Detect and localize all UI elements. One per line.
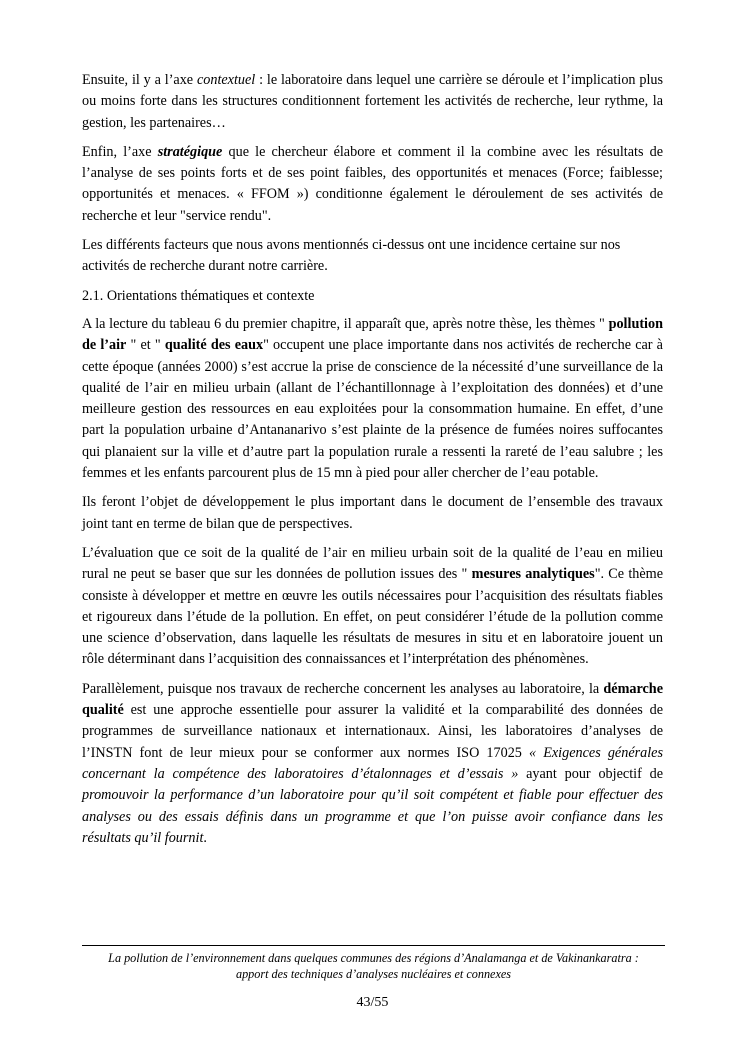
paragraph-development bbox=[82, 492, 663, 535]
text-run: ". Ce thème consiste à développer et mettre en œuvre les outils nécessaires pour l’acquisition des résultats fiables et rigoureux dans l’étude de la pollution. En effet, on peut considérer l’étude de la pollution comme une science d’observation, dans laquelle les résultats de mesures in situ et en laboratoire jouent un rôle déterminant dans l’acquisition des connaissances et l’interprétation des phénomènes. bbox=[82, 566, 664, 668]
bold-term: qualité des eaux bbox=[164, 337, 264, 354]
text-run: : le laboratoire dans lequel une carrière se déroule et l’implication plus ou moins forte dans les structures conditionnent fortement les activités de recherche, leur rythme, la gestion, les partenaires… bbox=[82, 72, 663, 131]
italic-text: promouvoir la performance d’un laboratoire pour qu’il soit compétent et fiable pour effectuer des analyses ou des essais définis dans un programme et que l’on puisse avoir confiance dans les résultats qu’il fournit bbox=[82, 787, 663, 846]
bold-term: pollution de l’air bbox=[82, 315, 663, 354]
footer-title bbox=[82, 950, 665, 982]
bold-term: démarche qualité bbox=[82, 680, 663, 719]
paragraph-analytical-measures bbox=[82, 543, 663, 671]
text-run: L’évaluation que ce soit de la qualité de l’air en milieu urbain soit de la qualité de l’eau en milieu rural ne peut se baser que sur les données de pollution issues des " bbox=[82, 544, 663, 583]
text-run: " occupent une place importante dans nos activités de recherche car à cette époque (années 2000) s’est accrue la prise de conscience de la nécessité d’une surveillance de la qualité de l’air en milieu urbain (allant de l’échantillonnage à l’exploitation des données) et d’une meilleure gestion des ressources en eau exploitées pour la consommation humaine. En effet, d’une part la population urbaine d’Antananarivo s’est plainte de la présence de fumées noires suffocantes qui planaient sur la ville et d’autre part la population rurale a ressenti la rareté de l’eau salubre ; les femmes et les enfants parcourent plus de 15 mn à pied pour aller chercher de l’eau potable. bbox=[82, 337, 663, 482]
text-run: A la lecture du tableau 6 du premier chapitre, il apparaît que, après notre thèse, les thèmes " bbox=[82, 315, 609, 332]
text-run: " et " bbox=[126, 337, 165, 354]
page-number: 43/55 bbox=[356, 995, 389, 1010]
text-run: que le chercheur élabore et comment il la combine avec les résultats de l’analyse de ses points forts et de ses point faibles, des opportunités et menaces (Force; faiblesse; opportunités et menaces. « FFOM ») conditionne également le déroulement de ses activités de recherche et leur "service rendu". bbox=[82, 143, 664, 224]
paragraph-factors bbox=[82, 235, 663, 278]
paragraph-strategic-axis bbox=[82, 142, 663, 227]
text-run: est une approche essentielle pour assurer la validité et la comparabilité des données de programmes de surveillance nationaux et internationaux. Ainsi, les laboratoires d’analyses de l’INSTN font de leur mieux pour se conformer aux normes ISO 17025 bbox=[82, 702, 663, 761]
paragraph-thematic-orientation bbox=[82, 314, 663, 484]
text-run: Parallèlement, puisque nos travaux de recherche concernent les analyses au laboratoire, la bbox=[82, 680, 604, 697]
text-run: Ils feront l’objet de développement le plus important dans le document de l’ensemble des travaux joint tant en terme de bilan que de perspectives. bbox=[82, 494, 663, 532]
footer-line-1: La pollution de l’environnement dans quelques communes des régions d’Analamanga et de Vakinankaratra : bbox=[108, 951, 639, 965]
text-run: Les différents facteurs que nous avons mentionnés ci-dessus ont une incidence certaine sur nos activités de recherche durant notre carrière. bbox=[82, 237, 621, 275]
section-heading bbox=[82, 286, 663, 307]
text-run: . bbox=[203, 829, 207, 846]
paragraph-contextual-axis bbox=[82, 70, 663, 134]
bold-term: mesures analytiques bbox=[471, 566, 595, 583]
paragraph-quality-approach bbox=[82, 679, 663, 849]
text-run: 2.1. Orientations thématiques et contexte bbox=[82, 287, 315, 304]
text-run: ayant pour objectif de bbox=[518, 765, 664, 782]
italic-text: « Exigences générales concernant la compétence des laboratoires d’étalonnages et d’essais » bbox=[82, 744, 663, 782]
footer-divider bbox=[82, 945, 665, 946]
footer-line-2: apport des techniques d’analyses nucléaires et connexes bbox=[235, 967, 512, 981]
text-run: Ensuite, il y a l’axe bbox=[82, 72, 197, 88]
body-text bbox=[82, 70, 663, 857]
text-run: Enfin, l’axe bbox=[82, 143, 158, 160]
italic-text: contextuel bbox=[196, 72, 256, 88]
bold-italic-term: stratégique bbox=[157, 143, 223, 160]
